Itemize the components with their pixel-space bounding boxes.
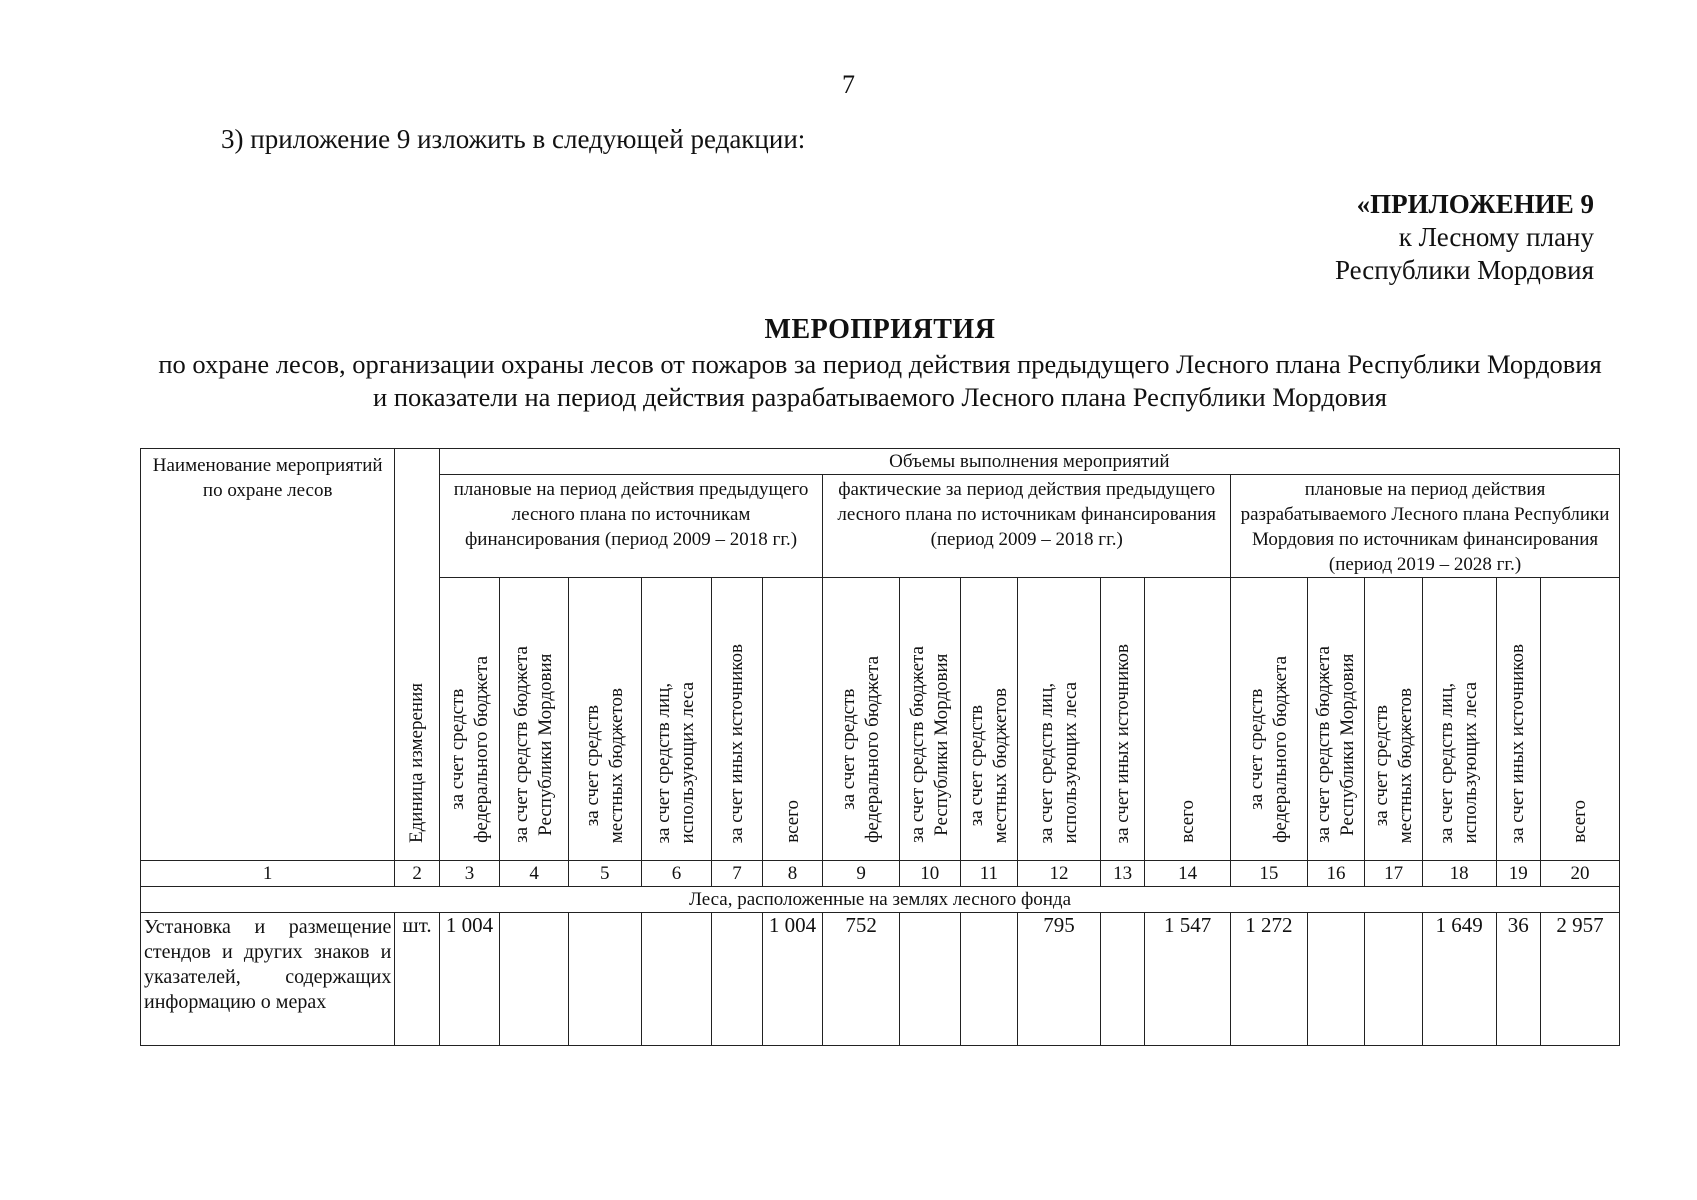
subcol-cell (1231, 578, 1308, 861)
subcol-federal-budget: за счет средств федерального бюджета (838, 656, 884, 843)
header-unit-cell (395, 449, 439, 861)
intro-text: 3) приложение 9 изложить в следующей редакции: (221, 124, 806, 154)
header-group-planned-prev: плановые на период действия предыдущего лесного плана по источникам финансирования (период 2009 – 2018 гг.) (439, 475, 823, 578)
subcol-forest-users: за счет средств лиц, использующих леса (653, 681, 699, 843)
header-activity-name: Наименование мероприятий по охране лесов (141, 449, 395, 861)
subcol-cell (1100, 578, 1144, 861)
header-row-volumes (141, 449, 1620, 475)
subcol-other-sources: за счет иных источников (726, 643, 748, 843)
header-unit: Единица измерения (406, 683, 428, 843)
value-cell (568, 913, 641, 1046)
subcol-federal-budget: за счет средств федерального бюджета (1245, 656, 1291, 843)
column-number: 9 (823, 861, 900, 887)
subcol-cell (1422, 578, 1496, 861)
header-group-actual-prev: фактические за период действия предыдущего лесного плана по источникам финансирования (период 2009 – 2018 гг.) (823, 475, 1231, 578)
activity-name-cell (141, 913, 395, 1046)
value-cell: 795 (1018, 913, 1101, 1046)
column-number: 12 (1018, 861, 1101, 887)
subcol-cell (641, 578, 712, 861)
header-group-planned-new: плановые на период действия разрабатываемого Лесного плана Республики Мордовия по источникам финансирования (период 2019 – 2028 гг.) (1231, 475, 1620, 578)
column-number: 4 (500, 861, 569, 887)
value-cell (500, 913, 569, 1046)
subcol-republic-budget: за счет средств бюджета Республики Мордовия (511, 646, 557, 843)
table-body (141, 449, 1620, 1046)
value-cell (900, 913, 961, 1046)
column-number: 18 (1422, 861, 1496, 887)
activity-name: Установка и размещение стендов и других знаков и указателей, содержащих информацию о мерах (144, 916, 392, 1013)
value-cell: 1 547 (1145, 913, 1231, 1046)
header-volumes: Объемы выполнения мероприятий (439, 449, 1619, 475)
value-cell: 1 272 (1231, 913, 1308, 1046)
section-label: Леса, расположенные на землях лесного фонда (141, 887, 1620, 913)
subcol-cell (568, 578, 641, 861)
subcol-forest-users: за счет средств лиц, использующих леса (1436, 681, 1482, 843)
column-number: 7 (712, 861, 762, 887)
subcol-cell (762, 578, 823, 861)
value-cell (1365, 913, 1423, 1046)
column-number: 17 (1365, 861, 1423, 887)
subcol-cell (500, 578, 569, 861)
value-cell: 752 (823, 913, 900, 1046)
subcol-cell (960, 578, 1018, 861)
subcol-cell (1018, 578, 1101, 861)
value-cell: 1 004 (762, 913, 823, 1046)
value-cell (960, 913, 1018, 1046)
table-row (141, 913, 1620, 1046)
subcol-cell (1540, 578, 1619, 861)
subcol-cell (1145, 578, 1231, 861)
column-number: 8 (762, 861, 823, 887)
column-number: 11 (960, 861, 1018, 887)
column-number-row (141, 861, 1620, 887)
column-number: 15 (1231, 861, 1308, 887)
subcol-republic-budget: за счет средств бюджета Республики Мордовия (906, 646, 952, 843)
subcol-forest-users: за счет средств лиц, использующих леса (1035, 681, 1081, 843)
subcol-cell (1307, 578, 1365, 861)
column-number: 5 (568, 861, 641, 887)
value-cell (1307, 913, 1365, 1046)
column-number: 10 (900, 861, 961, 887)
column-number: 13 (1100, 861, 1144, 887)
value-cell: 1 004 (439, 913, 500, 1046)
appendix-heading (1335, 188, 1594, 287)
subcol-cell (1496, 578, 1540, 861)
value-cell: 2 957 (1540, 913, 1619, 1046)
subcol-other-sources: за счет иных источников (1507, 643, 1529, 843)
column-number: 1 (141, 861, 395, 887)
measures-table (140, 448, 1620, 1046)
doc-subtitle: по охране лесов, организации охраны лесов от пожаров за период действия предыдущего Лесного плана Республики Мордовия и показатели на период действия разрабатываемого Лесного плана Республики Мордовия (158, 349, 1602, 412)
section-row (141, 887, 1620, 913)
subcol-local-budgets: за счет средств местных бюджетов (581, 687, 627, 843)
appendix-line3: Республики Мордовия (1334, 255, 1594, 285)
subcol-cell (823, 578, 900, 861)
value-cell: 36 (1496, 913, 1540, 1046)
subcol-total: всего (781, 800, 803, 843)
column-number: 16 (1307, 861, 1365, 887)
subcol-republic-budget: за счет средств бюджета Республики Мордовия (1313, 646, 1359, 843)
subcol-cell (712, 578, 762, 861)
subcol-federal-budget: за счет средств федерального бюджета (446, 656, 492, 843)
value-cell: 1 649 (1422, 913, 1496, 1046)
column-number: 6 (641, 861, 712, 887)
page-number: 7 (842, 70, 855, 99)
unit-cell: шт. (395, 913, 439, 1046)
value-cell (712, 913, 762, 1046)
column-number: 19 (1496, 861, 1540, 887)
value-cell (1100, 913, 1144, 1046)
column-number: 2 (395, 861, 439, 887)
subcol-local-budgets: за счет средств местных бюджетов (1370, 687, 1416, 843)
subcol-cell (1365, 578, 1423, 861)
subcol-total: всего (1568, 800, 1590, 843)
subcol-total: всего (1176, 800, 1198, 843)
subcol-other-sources: за счет иных источников (1111, 643, 1133, 843)
doc-title: МЕРОПРИЯТИЯ (764, 314, 996, 345)
subcol-local-budgets: за счет средств местных бюджетов (965, 687, 1011, 843)
subcol-cell (439, 578, 500, 861)
column-number: 14 (1145, 861, 1231, 887)
appendix-line2: к Лесному плану (1398, 222, 1594, 252)
subcol-cell (900, 578, 961, 861)
column-number: 3 (439, 861, 500, 887)
value-cell (641, 913, 712, 1046)
appendix-title: «ПРИЛОЖЕНИЕ 9 (1356, 189, 1594, 219)
column-number: 20 (1540, 861, 1619, 887)
